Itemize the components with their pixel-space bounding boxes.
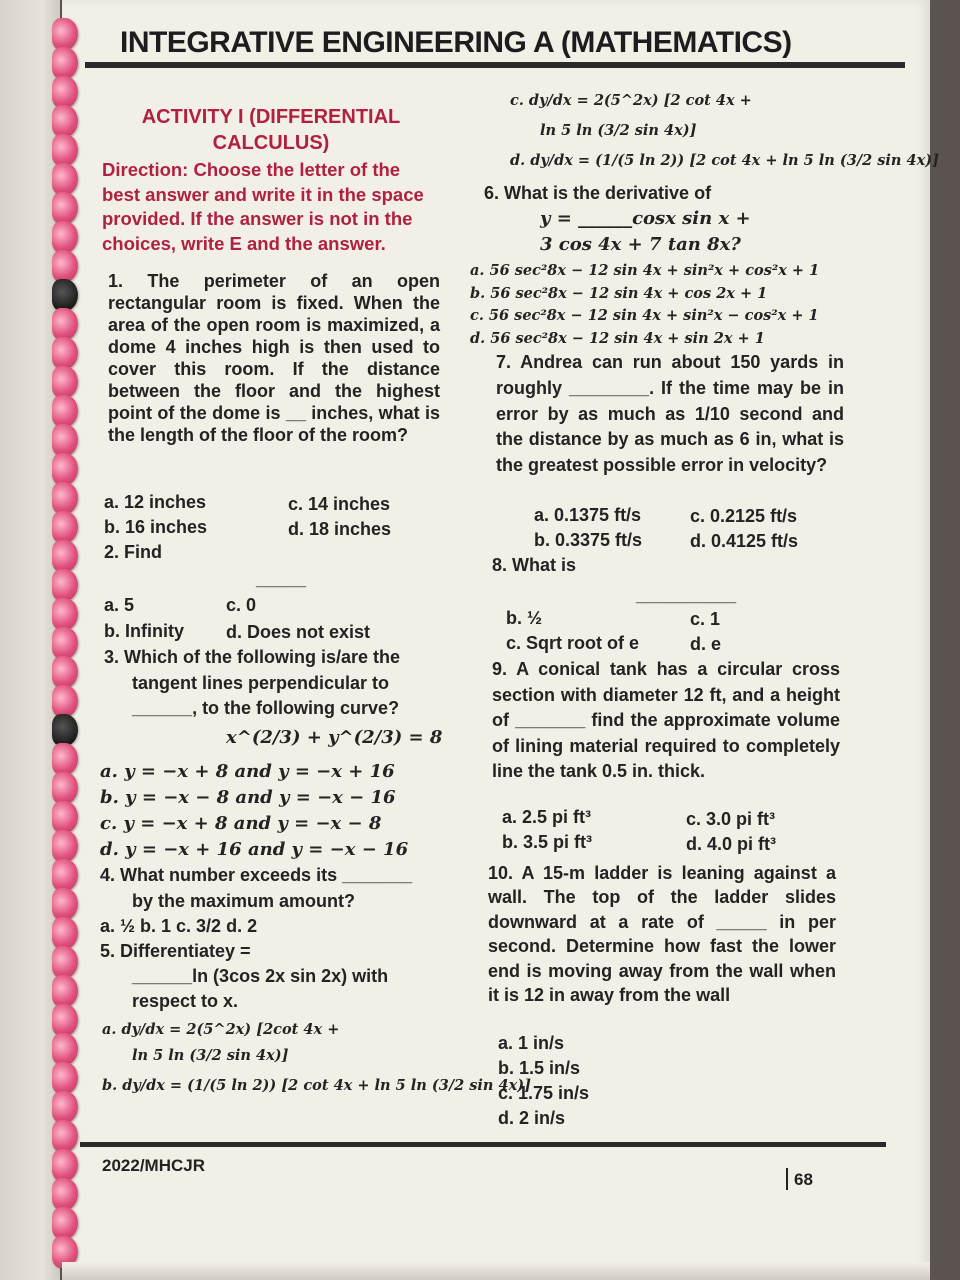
spiral-coil <box>52 192 78 224</box>
activity-title <box>100 104 442 156</box>
spiral-coil <box>52 1120 78 1152</box>
q3-curve-equation: x^(2/3) + y^(2/3) = 8 <box>226 727 443 748</box>
footer-rule <box>80 1142 886 1147</box>
q8-choice-c-2: c. Sqrt root of e <box>506 633 640 653</box>
spiral-coil <box>52 337 78 369</box>
spiral-coil <box>52 18 78 50</box>
spiral-coil <box>52 1004 78 1036</box>
question-4-line2: by the maximum amount? <box>132 891 356 911</box>
q9-choice-d: d. 4.0 pi ft³ <box>686 834 776 854</box>
spiral-coil <box>52 569 78 601</box>
header-rule <box>85 62 905 68</box>
q8-choice-b: b. ½ <box>506 608 543 628</box>
q5-choice-a-line2: ln 5 ln (3/2 sin 4x)] <box>132 1047 289 1064</box>
q3-choice-b: b. y = −x − 8 and y = −x − 16 <box>100 787 396 808</box>
spiral-coil <box>52 221 78 253</box>
spiral-coil <box>52 743 78 775</box>
spiral-coil <box>52 830 78 862</box>
spiral-coil <box>52 76 78 108</box>
spiral-coil <box>52 453 78 485</box>
q1-choice-a: a. 12 inches <box>104 492 207 512</box>
page-number-bar <box>786 1168 788 1190</box>
spiral-coil <box>52 250 78 282</box>
q1-choice-c: c. 14 inches <box>288 494 391 514</box>
spiral-coil <box>52 482 78 514</box>
q3-choice-a: a. y = −x + 8 and y = −x + 16 <box>100 761 395 782</box>
q6-choice-c: c. 56 sec²8x − 12 sin 4x + sin²x − cos²x + 1 <box>470 307 819 324</box>
q10-choice-b: b. 1.5 in/s <box>498 1058 581 1078</box>
footer-code: 2022/MHCJR <box>102 1156 205 1175</box>
question-6-line1: 6. What is the derivative of <box>484 183 712 203</box>
activity-title-line1: ACTIVITY I (DIFFERENTIAL <box>141 106 401 128</box>
spiral-coil <box>52 946 78 978</box>
q9-choice-c: c. 3.0 pi ft³ <box>686 809 776 829</box>
spiral-coil <box>52 163 78 195</box>
question-9: 9. A conical tank has a circular cross section with diameter 12 ft, and a height of _______ find the approximate volume of lining material required to completely line the tank 0.5 in. thick. <box>492 659 840 781</box>
spiral-coil <box>52 511 78 543</box>
spiral-coil <box>52 366 78 398</box>
q2-choice-c: c. 0 <box>226 595 257 615</box>
spiral-coil <box>52 134 78 166</box>
q8-choice-d: d. e <box>690 634 722 654</box>
page-number: 68 <box>794 1170 813 1189</box>
spiral-coil <box>52 917 78 949</box>
spiral-coil <box>52 975 78 1007</box>
q7-choice-b: b. 0.3375 ft/s <box>534 530 643 550</box>
spiral-coil <box>52 1091 78 1123</box>
spiral-coil <box>52 1149 78 1181</box>
q7-choice-d: d. 0.4125 ft/s <box>690 531 799 551</box>
spiral-coil <box>52 1033 78 1065</box>
q1-choice-d: d. 18 inches <box>288 519 392 539</box>
question-5-line3: respect to x. <box>132 991 239 1011</box>
spiral-coil <box>52 1062 78 1094</box>
q5-choice-d: d. dy/dx = (1/(5 ln 2)) [2 cot 4x + ln 5 ln (3/2 sin 4x)] <box>510 152 939 169</box>
spiral-coil <box>52 627 78 659</box>
spiral-coil <box>52 859 78 891</box>
q3-choice-c: c. y = −x + 8 and y = −x − 8 <box>100 813 382 834</box>
q9-choice-b: b. 3.5 pi ft³ <box>502 832 592 852</box>
spiral-coil <box>52 1207 78 1239</box>
q4-choices: a. ½ b. 1 c. 3/2 d. 2 <box>100 916 258 936</box>
spiral-coil <box>52 105 78 137</box>
q3-choice-d: d. y = −x + 16 and y = −x − 16 <box>100 839 409 860</box>
spiral-coil <box>52 598 78 630</box>
direction-text: Direction: Choose the letter of the best answer and write it in the space provided. If the answer is not in the choices, write E and the answer. <box>102 159 424 254</box>
q7-choice-c: c. 0.2125 ft/s <box>690 506 798 526</box>
spiral-coil <box>52 540 78 572</box>
page-bottom-shadow <box>62 1262 930 1280</box>
question-3-line3: ______, to the following curve? <box>132 698 400 718</box>
spiral-coil <box>52 308 78 340</box>
spiral-coil <box>52 47 78 79</box>
q8-choice-c: c. 1 <box>690 609 721 629</box>
question-2: 2. Find <box>104 542 162 562</box>
question-7: 7. Andrea can run about 150 yards in roughly ________. If the time may be in error by as much as 1/10 second and the distance by as much as 6 in, what is the greatest possible error in velocity? <box>496 352 844 476</box>
q6-choice-b: b. 56 sec²8x − 12 sin 4x + cos 2x + 1 <box>470 285 768 302</box>
question-8: 8. What is <box>492 555 577 575</box>
q6-choice-d: d. 56 sec²8x − 12 sin 4x + sin 2x + 1 <box>470 330 765 347</box>
spiral-coil <box>52 801 78 833</box>
question-5-line1: 5. Differentiatey = <box>100 941 251 961</box>
q5-choice-a-line1: a. dy/dx = 2(5^2x) [2cot 4x + <box>102 1021 340 1038</box>
q10-choice-c: c. 1.75 in/s <box>498 1083 590 1103</box>
spiral-coil <box>52 1178 78 1210</box>
question-10: 10. A 15-m ladder is leaning against a wall. The top of the ladder slides downward at a rate of _____ in per second. Determine how fast the lower end is moving away from the wall when it is 12 in away from the wall <box>488 863 836 1006</box>
question-6-line2: y = ______cosx sin x + <box>540 208 751 229</box>
spiral-coil <box>52 888 78 920</box>
spiral-coil <box>52 772 78 804</box>
q5-choice-c-line1: c. dy/dx = 2(5^2x) [2 cot 4x + <box>510 92 752 109</box>
question-3-line1: 3. Which of the following is/are the <box>104 647 401 667</box>
q7-choice-a: a. 0.1375 ft/s <box>534 505 642 525</box>
q9-choice-a: a. 2.5 pi ft³ <box>502 807 592 827</box>
spiral-coil <box>52 714 78 746</box>
q10-choice-d: d. 2 in/s <box>498 1108 566 1128</box>
question-6-line3: 3 cos 4x + 7 tan 8x? <box>540 234 741 255</box>
question-3-line2: tangent lines perpendicular to <box>132 673 390 693</box>
q5-choice-b: b. dy/dx = (1/(5 ln 2)) [2 cot 4x + ln 5 ln (3/2 sin 4x)] <box>102 1077 531 1094</box>
q6-choice-a: a. 56 sec²8x − 12 sin 4x + sin²x + cos²x + 1 <box>470 262 820 279</box>
question-5-line2: ______ln (3cos 2x sin 2x) with <box>132 966 389 986</box>
q10-choice-a: a. 1 in/s <box>498 1033 565 1053</box>
spiral-coil <box>52 395 78 427</box>
spiral-coil <box>52 685 78 717</box>
q8-blank: __________ <box>636 585 737 605</box>
q2-choice-b: b. Infinity <box>104 621 184 641</box>
activity-title-line2: CALCULUS) <box>212 132 330 154</box>
adjacent-page-edge <box>0 0 60 1280</box>
question-4-line1: 4. What number exceeds its _______ <box>100 865 413 885</box>
q2-choice-a: a. 5 <box>104 595 135 615</box>
q5-choice-c-line2: ln 5 ln (3/2 sin 4x)] <box>540 122 697 139</box>
q2-blank: _____ <box>256 569 307 589</box>
q1-choice-b: b. 16 inches <box>104 517 208 537</box>
spiral-coil <box>52 656 78 688</box>
question-1: 1. The perimeter of an open rectangular room is fixed. When the area of the open room is maximized, a dome 4 inches high is then used to cover this room. If the distance between the floor and the highest point of the dome is __ inches, what is the length of the floor of the room? <box>108 271 440 445</box>
page-title: INTEGRATIVE ENGINEERING A (MATHEMATICS) <box>120 26 792 59</box>
spiral-coil <box>52 424 78 456</box>
spiral-coil <box>52 279 78 311</box>
q2-choice-d: d. Does not exist <box>226 622 371 642</box>
